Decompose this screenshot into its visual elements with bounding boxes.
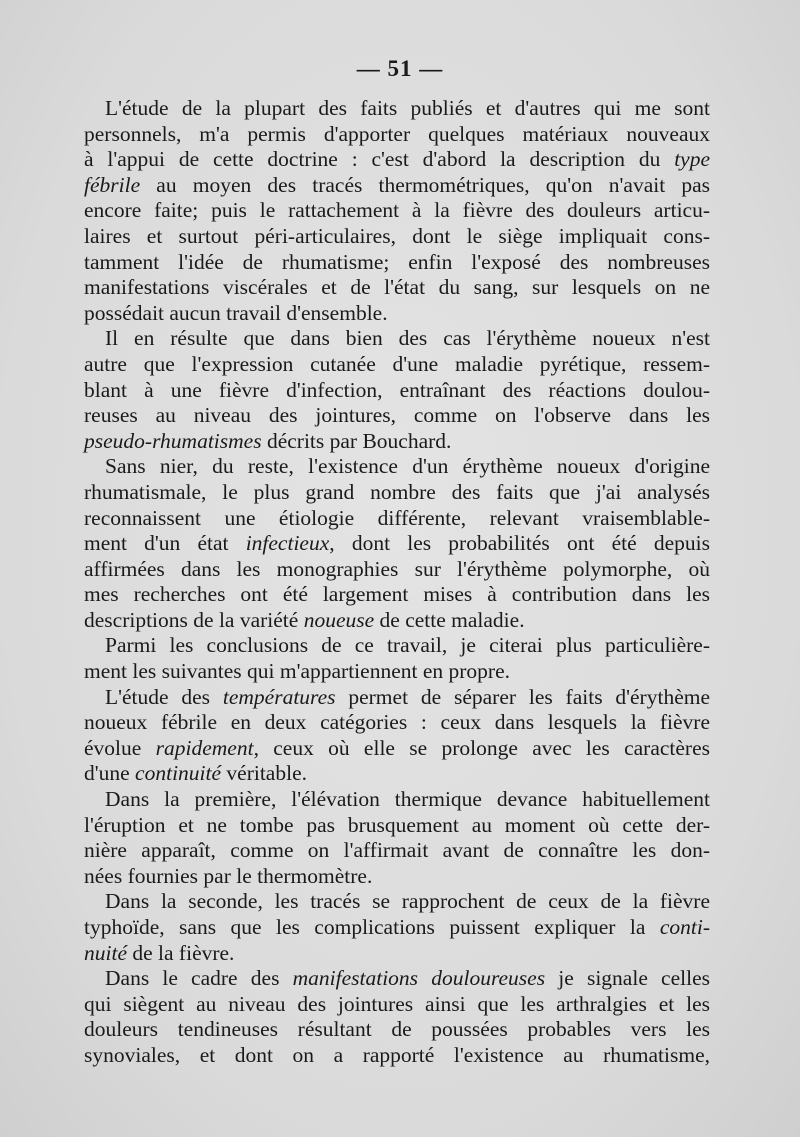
text-run: l'éruption et ne tombe pas brusquement au moment où cette der- <box>84 812 710 837</box>
text-run: permet de séparer les faits d'érythème <box>335 684 710 709</box>
text-line <box>84 761 710 787</box>
text-run: , ceux où elle se prolonge avec les caractères <box>253 735 710 760</box>
text-run: synoviales, et dont on a rapporté l'existence au rhumatisme, <box>84 1042 710 1067</box>
text-line <box>84 173 710 199</box>
text-line <box>84 454 710 480</box>
text-line <box>84 582 710 608</box>
text-line <box>84 1043 710 1069</box>
italic-term: noueuse <box>303 607 375 632</box>
text-line <box>84 275 710 301</box>
paragraph <box>84 889 710 966</box>
text-line <box>84 403 710 429</box>
text-run: évolue <box>84 735 156 760</box>
text-run: à l'appui de cette doctrine : c'est d'abord la description du <box>84 147 675 172</box>
text-line <box>84 301 710 327</box>
italic-term: rapidement <box>155 735 254 760</box>
text-line <box>84 915 710 941</box>
text-run: encore faite; puis le rattachement à la fièvre des douleurs articu- <box>84 198 710 223</box>
text-run: , dont les probabilités ont été depuis <box>329 531 710 556</box>
text-line <box>84 557 710 583</box>
italic-term: continuité <box>135 761 222 786</box>
text-run: Sans nier, du reste, l'existence d'un érythème noueux d'origine <box>105 454 710 479</box>
text-line <box>84 787 710 813</box>
text-line <box>84 198 710 224</box>
text-line <box>84 608 710 634</box>
text-line <box>84 326 710 352</box>
text-run: affirmées dans les monographies sur l'érythème polymorphe, où <box>84 556 710 581</box>
text-line <box>84 147 710 173</box>
text-line <box>84 633 710 659</box>
text-run: qui siègent au niveau des jointures ainsi que les arthralgies et les <box>84 991 710 1016</box>
text-run: Dans la première, l'élévation thermique devance habituellement <box>105 787 710 812</box>
text-run: descriptions de la variété <box>84 607 304 632</box>
text-run: L'étude des <box>105 684 223 709</box>
text-run: typhoïde, sans que les complications puissent expliquer la <box>84 915 660 939</box>
text-line <box>84 659 710 685</box>
text-run: reuses au niveau des jointures, comme on l'observe dans les <box>84 403 710 428</box>
paragraph <box>84 454 710 633</box>
text-run: laires et surtout péri-articulaires, dont le siège impliquait cons- <box>84 223 710 248</box>
text-line <box>84 506 710 532</box>
text-run: manifestations viscérales et de l'état du sang, sur lesquels on ne <box>84 275 710 300</box>
text-run: Parmi les conclusions de ce travail, je citerai plus particulière- <box>105 633 710 658</box>
text-run: rhumatismale, le plus grand nombre des faits que j'ai analysés <box>84 479 710 504</box>
text-line <box>84 864 710 890</box>
text-line <box>84 429 710 455</box>
text-run: je signale celles <box>545 966 710 991</box>
paragraph <box>84 633 710 684</box>
text-run: tamment l'idée de rhumatisme; enfin l'exposé des nombreuses <box>84 249 710 274</box>
text-line <box>84 378 710 404</box>
text-run: douleurs tendineuses résultant de poussées probables vers les <box>84 1017 710 1042</box>
text-line <box>84 889 710 915</box>
italic-term: nuité <box>84 940 127 965</box>
italic-term: infectieux <box>245 531 330 556</box>
paragraph <box>84 787 710 889</box>
body-text <box>84 96 710 1069</box>
text-run: ment d'un état <box>84 531 246 556</box>
text-run: au moyen des tracés thermométriques, qu'on n'avait pas <box>140 172 710 197</box>
text-run: véritable. <box>221 761 307 786</box>
text-line <box>84 838 710 864</box>
italic-term: fébrile <box>84 172 141 197</box>
text-run: mes recherches ont été largement mises à contribution dans les <box>84 582 710 607</box>
text-line <box>84 813 710 839</box>
text-line <box>84 224 710 250</box>
text-run: ment les suivantes qui m'appartiennent en propre. <box>84 659 510 684</box>
text-run: autre que l'expression cutanée d'une maladie pyrétique, ressem- <box>84 351 710 376</box>
text-run: personnels, m'a permis d'apporter quelques matériaux nouveaux <box>84 121 710 146</box>
text-run: nière apparaît, comme on l'affirmait avant de connaître les don- <box>84 838 710 863</box>
text-line <box>84 96 710 122</box>
text-line <box>84 941 710 967</box>
text-run: de la fièvre. <box>127 940 235 965</box>
text-run: Dans le cadre des <box>105 966 293 991</box>
text-line <box>84 966 710 992</box>
italic-term: températures <box>222 684 336 709</box>
text-line <box>84 480 710 506</box>
text-run: d'une <box>84 761 136 786</box>
text-line <box>84 122 710 148</box>
text-line <box>84 710 710 736</box>
text-run: Il en résulte que dans bien des cas l'érythème noueux n'est <box>105 326 710 351</box>
italic-term: conti- <box>659 915 710 939</box>
italic-term: type <box>674 147 710 172</box>
italic-term: manifestations douloureuses <box>292 966 546 991</box>
text-line <box>84 685 710 711</box>
text-line <box>84 992 710 1018</box>
text-run: nées fournies par le thermomètre. <box>84 863 373 888</box>
italic-term: pseudo-rhumatismes <box>84 428 262 453</box>
page-number: — 51 — <box>356 56 444 81</box>
text-run: possédait aucun travail d'ensemble. <box>84 300 388 325</box>
text-run: L'étude de la plupart des faits publiés et d'autres qui me sont <box>105 96 710 120</box>
text-line <box>84 736 710 762</box>
text-run: blant à une fièvre d'infection, entraînant des réactions doulou- <box>84 377 710 402</box>
text-line <box>84 250 710 276</box>
text-run: reconnaissent une étiologie différente, relevant vraisemblable- <box>84 505 710 530</box>
text-run: de cette maladie. <box>374 607 525 632</box>
paragraph <box>84 326 710 454</box>
text-run: Dans la seconde, les tracés se rapprochent de ceux de la fièvre <box>105 889 710 914</box>
text-line <box>84 1017 710 1043</box>
text-run: décrits par Bouchard. <box>261 428 452 453</box>
text-line <box>84 352 710 378</box>
paragraph <box>84 685 710 787</box>
text-run: noueux fébrile en deux catégories : ceux dans lesquels la fièvre <box>84 710 710 735</box>
text-line <box>84 531 710 557</box>
paragraph <box>84 96 710 326</box>
paragraph <box>84 966 710 1068</box>
